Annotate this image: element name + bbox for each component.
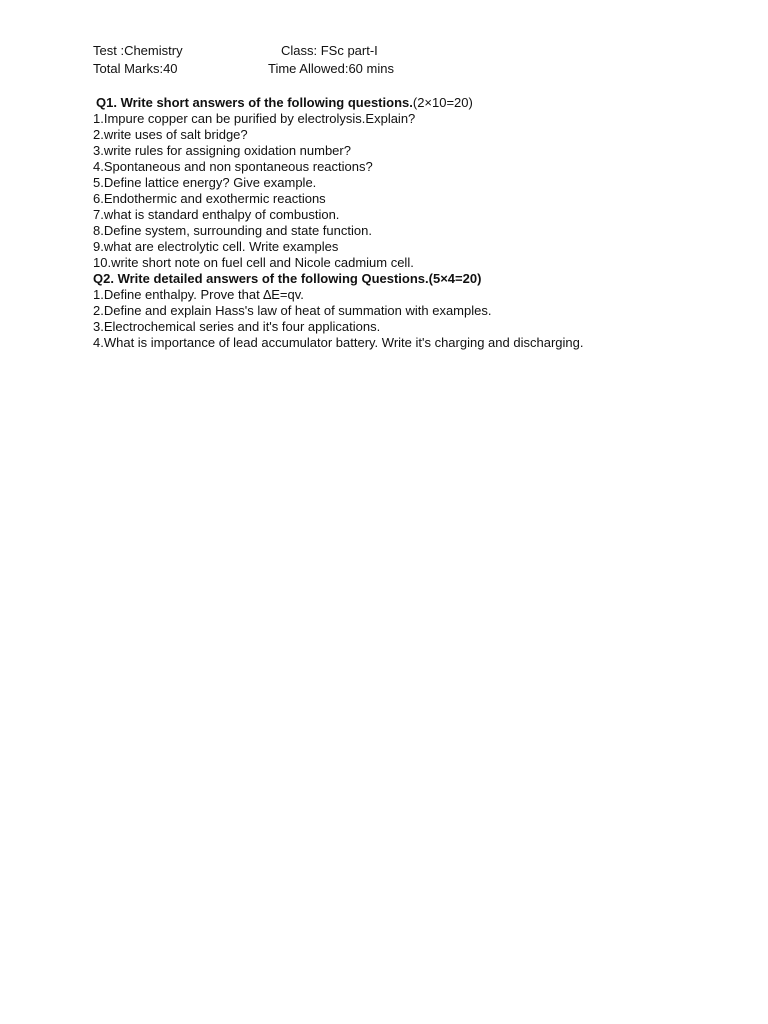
list-item: 2.write uses of salt bridge? <box>93 127 248 142</box>
list-item: 4.Spontaneous and non spontaneous reactions? <box>93 159 373 174</box>
list-item: 1.Impure copper can be purified by electrolysis.Explain? <box>93 111 416 126</box>
list-item: 1.Define enthalpy. Prove that ∆E=qv. <box>93 287 304 302</box>
list-item: 2.Define and explain Hass's law of heat of summation with examples. <box>93 303 492 318</box>
list-item: 9.what are electrolytic cell. Write examples <box>93 239 339 254</box>
questions-section <box>93 95 733 351</box>
q1-heading <box>93 95 733 111</box>
q2-marks: (5×4=20) <box>428 271 482 286</box>
time-allowed: Time Allowed:60 mins <box>268 61 394 76</box>
list-item: 7.what is standard enthalpy of combustion. <box>93 207 340 222</box>
list-item: 10.write short note on fuel cell and Nicole cadmium cell. <box>93 255 414 270</box>
list-item: 3.write rules for assigning oxidation number? <box>93 143 351 158</box>
q2-heading-text: Q2. Write detailed answers of the following Questions. <box>93 271 429 286</box>
list-item: 3.Electrochemical series and it's four applications. <box>93 319 381 334</box>
list-item: 6.Endothermic and exothermic reactions <box>93 191 326 206</box>
class-label: Class: FSc part-I <box>281 43 378 58</box>
list-item: 8.Define system, surrounding and state function. <box>93 223 372 238</box>
q1-heading-text: Q1. Write short answers of the following questions. <box>96 95 413 110</box>
test-subject: Test :Chemistry <box>93 43 183 58</box>
total-marks: Total Marks:40 <box>93 61 178 76</box>
list-item: 4.What is importance of lead accumulator battery. Write it's charging and discharging. <box>93 335 584 350</box>
q2-heading <box>93 271 733 287</box>
list-item: 5.Define lattice energy? Give example. <box>93 175 317 190</box>
q1-marks: (2×10=20) <box>412 95 473 110</box>
